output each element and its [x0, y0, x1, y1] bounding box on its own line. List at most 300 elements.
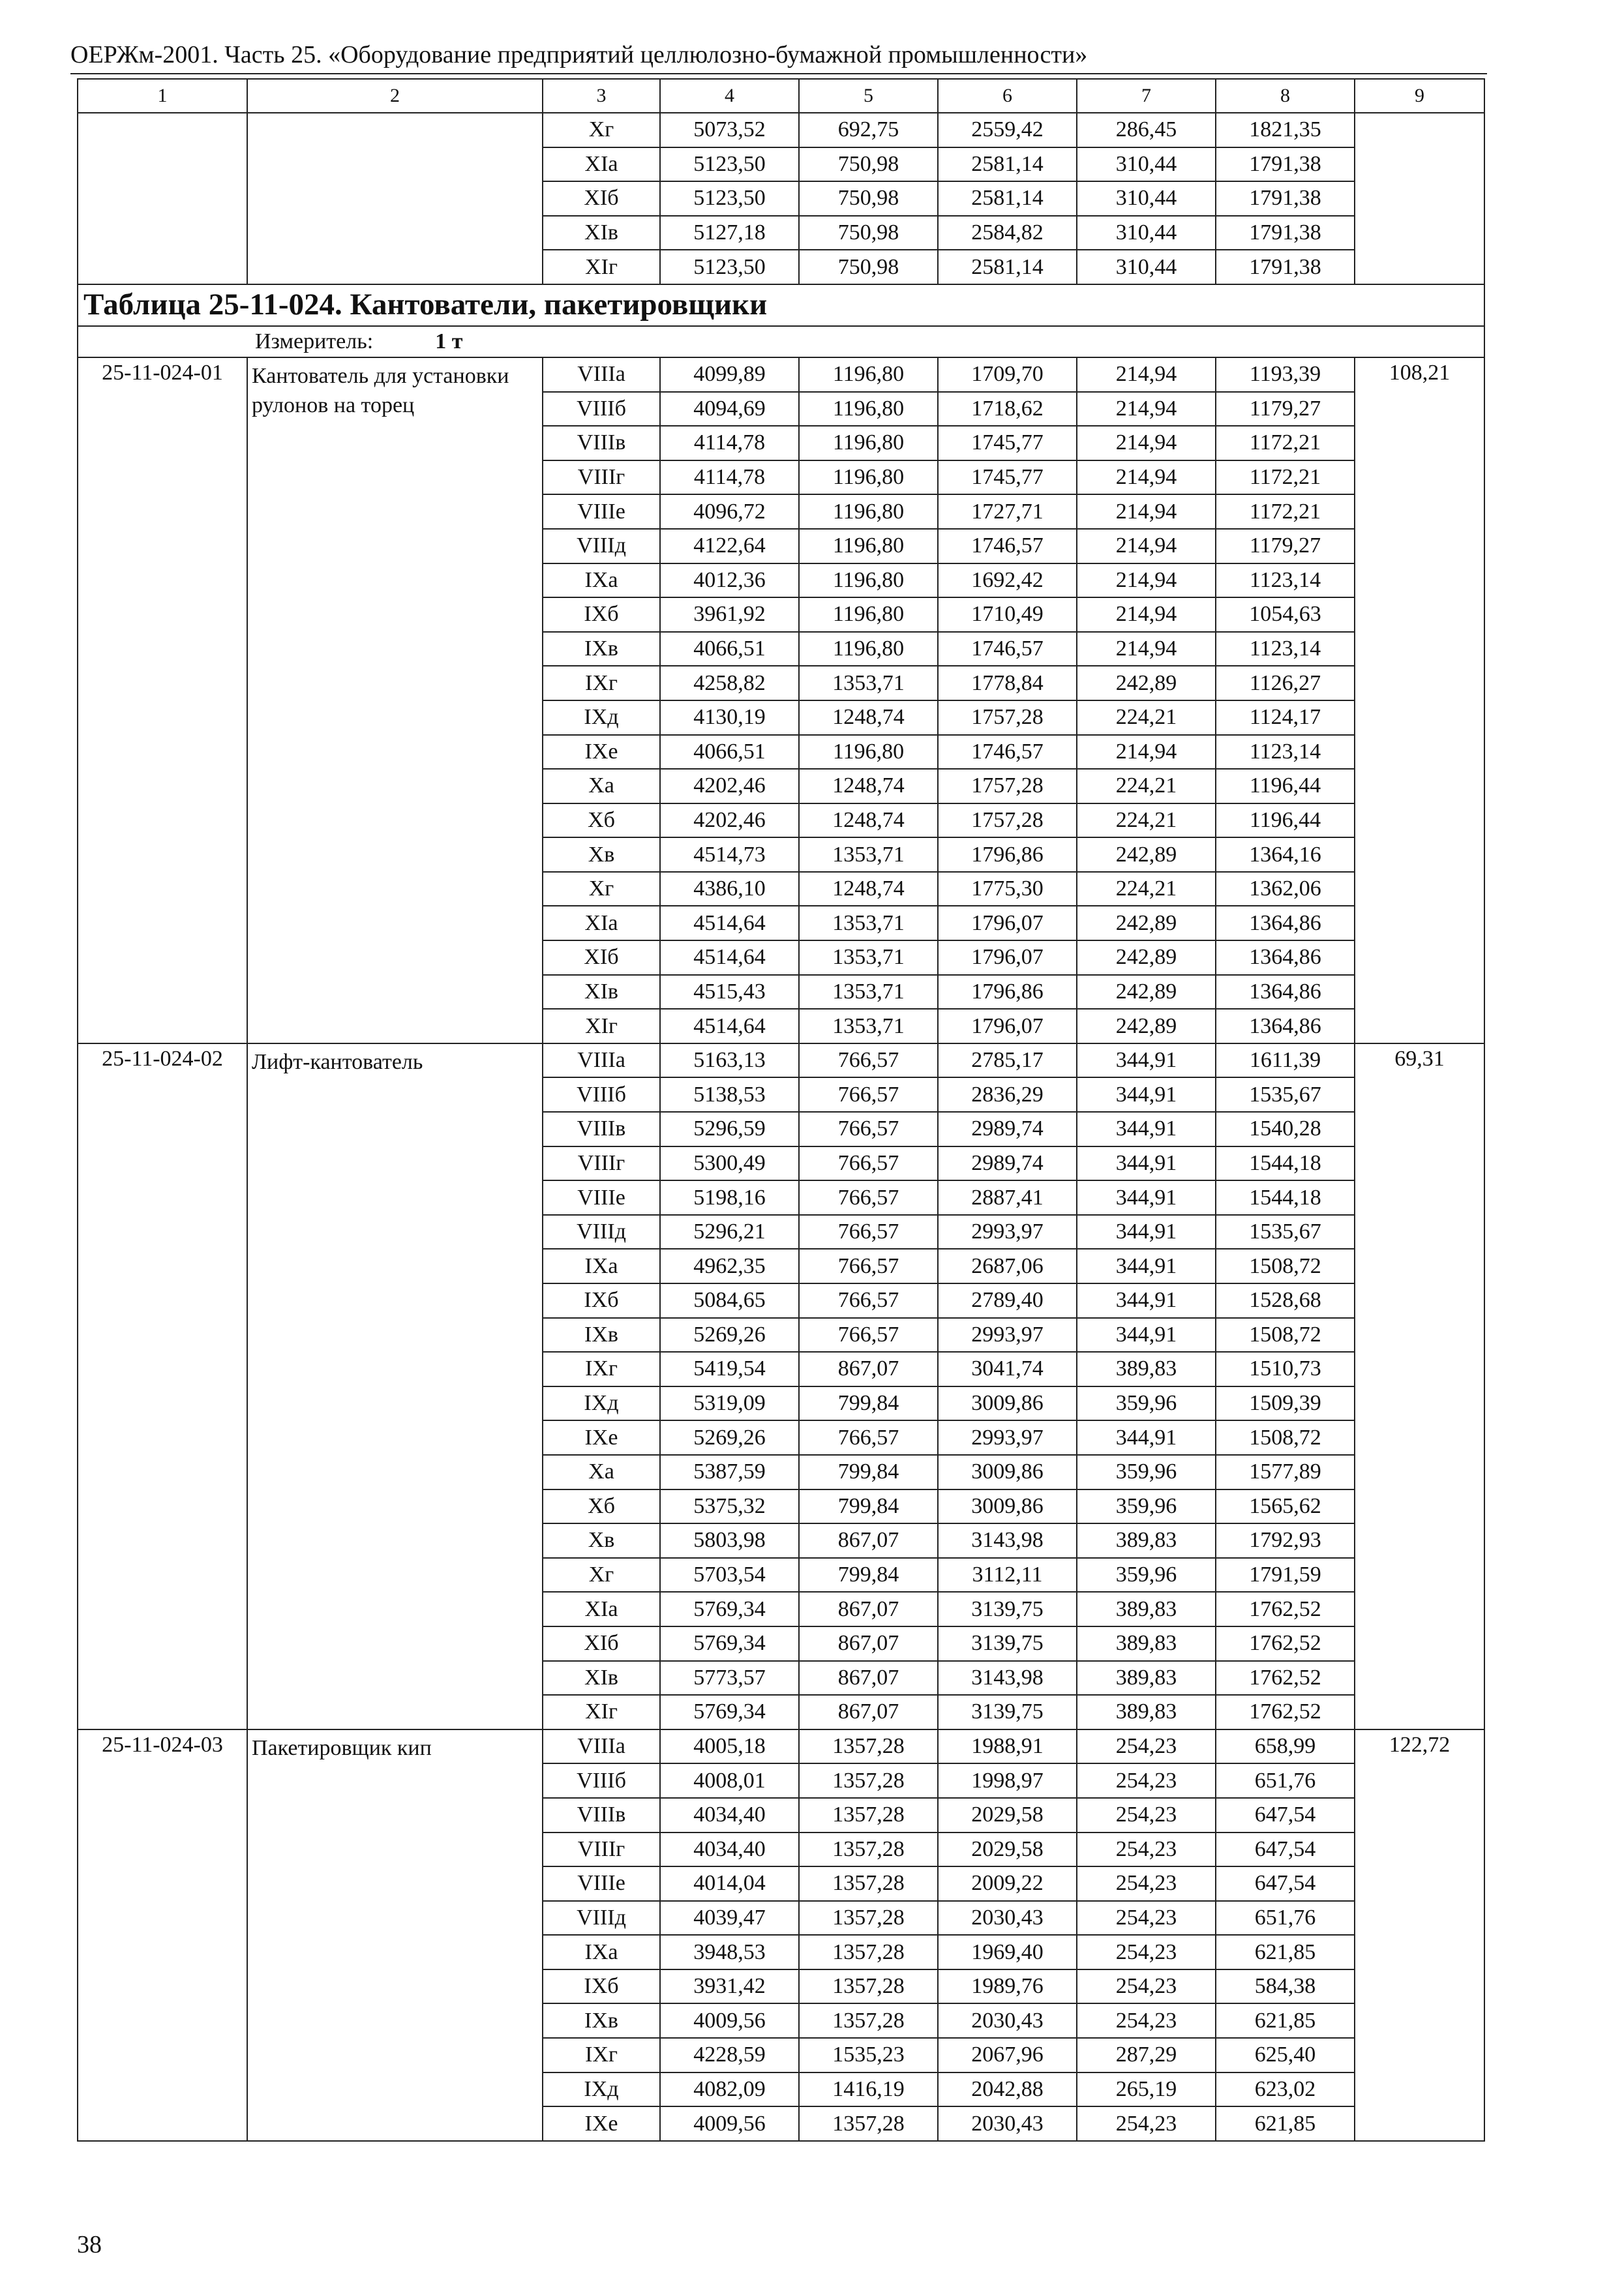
- table-cell: 4515,43: [660, 975, 799, 1010]
- table-cell: IXв: [543, 632, 660, 666]
- table-cell: 3143,98: [938, 1523, 1077, 1558]
- table-cell: 3112,11: [938, 1558, 1077, 1593]
- table-cell: 1248,74: [799, 700, 938, 735]
- table-cell: 254,23: [1077, 1763, 1216, 1798]
- table-cell: 4962,35: [660, 1249, 799, 1283]
- table-cell: 4012,36: [660, 563, 799, 598]
- table-cell: 1123,14: [1216, 632, 1355, 666]
- table-cell: 1196,80: [799, 735, 938, 770]
- table-cell: 5419,54: [660, 1352, 799, 1386]
- table-cell: Xа: [543, 1455, 660, 1489]
- table-cell: 1353,71: [799, 1009, 938, 1043]
- table-cell: 359,96: [1077, 1489, 1216, 1524]
- table-cell: 1791,38: [1216, 250, 1355, 284]
- table-cell: 4066,51: [660, 735, 799, 770]
- table-cell: 1969,40: [938, 1935, 1077, 1969]
- table-cell: 1172,21: [1216, 426, 1355, 460]
- table-row: [78, 1729, 1484, 1764]
- table-cell: 4008,01: [660, 1763, 799, 1798]
- table-cell: IXа: [543, 1249, 660, 1283]
- table-cell: 2989,74: [938, 1146, 1077, 1181]
- table-cell: 4514,64: [660, 940, 799, 975]
- table-cell: VIIIд: [543, 1215, 660, 1249]
- item-col9: 108,21: [1355, 357, 1484, 1043]
- table-cell: 1611,39: [1216, 1043, 1355, 1078]
- table-title-row: [78, 284, 1484, 326]
- table-cell: 867,07: [799, 1352, 938, 1386]
- table-cell: XIв: [543, 216, 660, 250]
- table-cell: 214,94: [1077, 632, 1216, 666]
- table-cell: 766,57: [799, 1077, 938, 1112]
- table-cell: 1357,28: [799, 2106, 938, 2141]
- table-cell: 389,83: [1077, 1352, 1216, 1386]
- table-cell: 2030,43: [938, 2106, 1077, 2141]
- column-number: 7: [1077, 79, 1216, 113]
- column-number: 9: [1355, 79, 1484, 113]
- table-cell: 1362,06: [1216, 872, 1355, 906]
- unit-label: Измеритель:: [255, 329, 374, 353]
- table-cell: 4014,04: [660, 1866, 799, 1901]
- table-cell: 242,89: [1077, 906, 1216, 940]
- table-cell: 1196,80: [799, 426, 938, 460]
- table-cell: 2581,14: [938, 181, 1077, 216]
- table-cell: 254,23: [1077, 1729, 1216, 1764]
- table-cell: 1357,28: [799, 1866, 938, 1901]
- table-cell: 254,23: [1077, 1798, 1216, 1833]
- table-cell: IXа: [543, 563, 660, 598]
- table-cell: VIIIе: [543, 1180, 660, 1215]
- table-cell: 1364,86: [1216, 906, 1355, 940]
- table-cell: 4066,51: [660, 632, 799, 666]
- table-cell: 1796,07: [938, 940, 1077, 975]
- table-cell: 1775,30: [938, 872, 1077, 906]
- table-cell: 1353,71: [799, 666, 938, 700]
- table-cell: 647,54: [1216, 1798, 1355, 1833]
- column-number: 4: [660, 79, 799, 113]
- table-cell: 1364,86: [1216, 940, 1355, 975]
- table-cell: 799,84: [799, 1455, 938, 1489]
- table-cell: 214,94: [1077, 357, 1216, 392]
- table-cell: 1172,21: [1216, 494, 1355, 529]
- table-cell: 3143,98: [938, 1661, 1077, 1696]
- table-cell: VIIIб: [543, 1077, 660, 1112]
- table-cell: 867,07: [799, 1592, 938, 1626]
- table-cell: 1508,72: [1216, 1249, 1355, 1283]
- table-cell: 254,23: [1077, 2003, 1216, 2038]
- column-number-row: [78, 79, 1484, 113]
- table-cell: VIIIе: [543, 494, 660, 529]
- table-cell: XIб: [543, 181, 660, 216]
- table-cell: 1745,77: [938, 426, 1077, 460]
- table-cell: 5703,54: [660, 1558, 799, 1593]
- table-cell: 692,75: [799, 113, 938, 147]
- table-cell: IXе: [543, 2106, 660, 2141]
- table-cell: 5123,50: [660, 147, 799, 182]
- continuation-name-cell: [247, 113, 543, 284]
- table-cell: 1745,77: [938, 460, 1077, 495]
- column-number: 3: [543, 79, 660, 113]
- table-cell: 224,21: [1077, 872, 1216, 906]
- item-code: 25-11-024-01: [78, 357, 247, 1043]
- table-cell: 750,98: [799, 181, 938, 216]
- table-cell: VIIIб: [543, 392, 660, 426]
- item-name: Лифт-кантователь: [247, 1043, 543, 1729]
- table-cell: VIIIа: [543, 357, 660, 392]
- table-cell: 1196,80: [799, 563, 938, 598]
- table-cell: 4114,78: [660, 426, 799, 460]
- table-cell: 647,54: [1216, 1866, 1355, 1901]
- table-cell: 867,07: [799, 1695, 938, 1729]
- table-cell: IXд: [543, 700, 660, 735]
- table-cell: XIг: [543, 250, 660, 284]
- table-cell: 389,83: [1077, 1661, 1216, 1696]
- item-code: 25-11-024-02: [78, 1043, 247, 1729]
- table-cell: 621,85: [1216, 1935, 1355, 1969]
- table-cell: 1193,39: [1216, 357, 1355, 392]
- table-cell: 1416,19: [799, 2072, 938, 2107]
- table-cell: 1357,28: [799, 2003, 938, 2038]
- table-cell: 1123,14: [1216, 735, 1355, 770]
- table-cell: 2067,96: [938, 2038, 1077, 2072]
- table-cell: 3139,75: [938, 1695, 1077, 1729]
- table-cell: 799,84: [799, 1386, 938, 1421]
- table-row: [78, 357, 1484, 392]
- table-cell: VIIIв: [543, 1798, 660, 1833]
- table-cell: 1778,84: [938, 666, 1077, 700]
- table-cell: IXа: [543, 1935, 660, 1969]
- table-cell: 2009,22: [938, 1866, 1077, 1901]
- table-cell: 1791,38: [1216, 216, 1355, 250]
- table-cell: 214,94: [1077, 392, 1216, 426]
- table-cell: 5269,26: [660, 1318, 799, 1353]
- table-cell: 5296,21: [660, 1215, 799, 1249]
- table-cell: 625,40: [1216, 2038, 1355, 2072]
- table-cell: 1746,57: [938, 632, 1077, 666]
- table-cell: 310,44: [1077, 250, 1216, 284]
- table-cell: 647,54: [1216, 1833, 1355, 1867]
- table-cell: 1196,80: [799, 392, 938, 426]
- table-cell: 1364,86: [1216, 975, 1355, 1010]
- table-cell: 1248,74: [799, 769, 938, 803]
- table-cell: 1353,71: [799, 975, 938, 1010]
- table-cell: 766,57: [799, 1146, 938, 1181]
- table-cell: 5773,57: [660, 1661, 799, 1696]
- continuation-col9-cell: [1355, 113, 1484, 284]
- table-cell: 5296,59: [660, 1112, 799, 1146]
- table-cell: 214,94: [1077, 735, 1216, 770]
- table-cell: 1353,71: [799, 940, 938, 975]
- table-cell: 1196,44: [1216, 769, 1355, 803]
- table-cell: 4034,40: [660, 1798, 799, 1833]
- table-cell: 5084,65: [660, 1283, 799, 1318]
- table-cell: XIа: [543, 147, 660, 182]
- table-cell: 2785,17: [938, 1043, 1077, 1078]
- table-cell: 5769,34: [660, 1695, 799, 1729]
- table-cell: 224,21: [1077, 803, 1216, 838]
- table-cell: 1710,49: [938, 597, 1077, 632]
- table-cell: 623,02: [1216, 2072, 1355, 2107]
- table-cell: 750,98: [799, 147, 938, 182]
- table-cell: 2584,82: [938, 216, 1077, 250]
- table-cell: VIIIе: [543, 1866, 660, 1901]
- table-row: [78, 113, 1484, 147]
- table-cell: 3041,74: [938, 1352, 1077, 1386]
- table-cell: 1126,27: [1216, 666, 1355, 700]
- table-cell: 4514,73: [660, 837, 799, 872]
- table-cell: 766,57: [799, 1043, 938, 1078]
- table-cell: 1757,28: [938, 700, 1077, 735]
- table-cell: 4034,40: [660, 1833, 799, 1867]
- table-cell: 344,91: [1077, 1215, 1216, 1249]
- table-cell: IXв: [543, 1318, 660, 1353]
- table-cell: IXд: [543, 2072, 660, 2107]
- table-cell: 2993,97: [938, 1215, 1077, 1249]
- table-cell: 214,94: [1077, 529, 1216, 563]
- table-cell: 1692,42: [938, 563, 1077, 598]
- table-cell: 1054,63: [1216, 597, 1355, 632]
- table-cell: Xг: [543, 113, 660, 147]
- table-cell: IXе: [543, 1420, 660, 1455]
- table-cell: 766,57: [799, 1112, 938, 1146]
- table-cell: 2687,06: [938, 1249, 1077, 1283]
- item-col9: 69,31: [1355, 1043, 1484, 1729]
- table-cell: 1796,86: [938, 975, 1077, 1010]
- page-number: 38: [77, 2231, 102, 2258]
- table-cell: 254,23: [1077, 2106, 1216, 2141]
- table-cell: 254,23: [1077, 1901, 1216, 1936]
- table-cell: 4096,72: [660, 494, 799, 529]
- table-cell: 4202,46: [660, 769, 799, 803]
- table-cell: 766,57: [799, 1420, 938, 1455]
- table-cell: 2581,14: [938, 250, 1077, 284]
- table-cell: 1796,07: [938, 906, 1077, 940]
- table-cell: IXб: [543, 1283, 660, 1318]
- table-cell: IXг: [543, 666, 660, 700]
- table-cell: 3948,53: [660, 1935, 799, 1969]
- table-cell: 359,96: [1077, 1386, 1216, 1421]
- table-cell: 1535,67: [1216, 1077, 1355, 1112]
- table-cell: 3139,75: [938, 1626, 1077, 1661]
- table-cell: 1540,28: [1216, 1112, 1355, 1146]
- table-cell: 224,21: [1077, 700, 1216, 735]
- table-cell: Xв: [543, 837, 660, 872]
- table-cell: 2030,43: [938, 1901, 1077, 1936]
- table-cell: 1510,73: [1216, 1352, 1355, 1386]
- item-code: 25-11-024-03: [78, 1729, 247, 2141]
- table-cell: 1791,38: [1216, 181, 1355, 216]
- table-cell: 5269,26: [660, 1420, 799, 1455]
- price-table: [77, 78, 1485, 2142]
- table-cell: 4039,47: [660, 1901, 799, 1936]
- table-cell: 766,57: [799, 1283, 938, 1318]
- item-name: Пакетировщик кип: [247, 1729, 543, 2141]
- table-cell: 1988,91: [938, 1729, 1077, 1764]
- table-cell: 2029,58: [938, 1798, 1077, 1833]
- table-cell: 4099,89: [660, 357, 799, 392]
- table-cell: VIIIв: [543, 1112, 660, 1146]
- table-cell: 344,91: [1077, 1420, 1216, 1455]
- table-cell: 310,44: [1077, 216, 1216, 250]
- table-cell: 5163,13: [660, 1043, 799, 1078]
- table-cell: IXг: [543, 2038, 660, 2072]
- table-cell: 867,07: [799, 1626, 938, 1661]
- table-cell: 1746,57: [938, 735, 1077, 770]
- table-cell: 1746,57: [938, 529, 1077, 563]
- table-cell: IXг: [543, 1352, 660, 1386]
- table-cell: 1508,72: [1216, 1420, 1355, 1455]
- table-cell: 1353,71: [799, 906, 938, 940]
- table-cell: 344,91: [1077, 1043, 1216, 1078]
- table-cell: 5319,09: [660, 1386, 799, 1421]
- table-cell: 344,91: [1077, 1283, 1216, 1318]
- table-cell: XIг: [543, 1695, 660, 1729]
- table-cell: 1762,52: [1216, 1626, 1355, 1661]
- table-cell: 1727,71: [938, 494, 1077, 529]
- table-cell: 799,84: [799, 1558, 938, 1593]
- table-cell: IXе: [543, 735, 660, 770]
- table-cell: 359,96: [1077, 1558, 1216, 1593]
- table-cell: VIIIв: [543, 426, 660, 460]
- page-header: ОЕРЖм-2001. Часть 25. «Оборудование предприятий целлюлозно-бумажной промышленности»: [70, 41, 1088, 68]
- table-cell: 3009,86: [938, 1455, 1077, 1489]
- table-cell: 750,98: [799, 250, 938, 284]
- table-cell: 254,23: [1077, 1935, 1216, 1969]
- item-name: Кантователь для установки рулонов на торец: [247, 357, 543, 1043]
- table-cell: 1196,44: [1216, 803, 1355, 838]
- table-cell: 254,23: [1077, 1969, 1216, 2004]
- table-cell: 1196,80: [799, 460, 938, 495]
- table-cell: 1357,28: [799, 1969, 938, 2004]
- table-cell: 242,89: [1077, 666, 1216, 700]
- table-cell: 4122,64: [660, 529, 799, 563]
- item-col9: 122,72: [1355, 1729, 1484, 2141]
- table-cell: 1196,80: [799, 597, 938, 632]
- table-cell: 242,89: [1077, 1009, 1216, 1043]
- table-cell: 1709,70: [938, 357, 1077, 392]
- table-cell: VIIIг: [543, 1833, 660, 1867]
- table-cell: 2559,42: [938, 113, 1077, 147]
- table-cell: 5123,50: [660, 250, 799, 284]
- table-cell: 651,76: [1216, 1901, 1355, 1936]
- table-cell: 344,91: [1077, 1180, 1216, 1215]
- table-cell: Xб: [543, 1489, 660, 1524]
- table-cell: 242,89: [1077, 837, 1216, 872]
- table-cell: IXб: [543, 597, 660, 632]
- table-cell: 1565,62: [1216, 1489, 1355, 1524]
- table-cell: 5198,16: [660, 1180, 799, 1215]
- table-cell: 1353,71: [799, 837, 938, 872]
- table-cell: 1357,28: [799, 1901, 938, 1936]
- column-number: 1: [78, 79, 247, 113]
- table-cell: 1196,80: [799, 529, 938, 563]
- table-cell: 2836,29: [938, 1077, 1077, 1112]
- table-cell: 867,07: [799, 1661, 938, 1696]
- table-cell: 389,83: [1077, 1695, 1216, 1729]
- table-cell: 389,83: [1077, 1592, 1216, 1626]
- table-cell: 1196,80: [799, 357, 938, 392]
- table-cell: 2993,97: [938, 1420, 1077, 1455]
- table-cell: VIIIд: [543, 1901, 660, 1936]
- table-cell: 1535,67: [1216, 1215, 1355, 1249]
- table-cell: 766,57: [799, 1180, 938, 1215]
- table-cell: VIIIг: [543, 1146, 660, 1181]
- table-cell: 1998,97: [938, 1763, 1077, 1798]
- table-cell: 5387,59: [660, 1455, 799, 1489]
- table-cell: Xг: [543, 872, 660, 906]
- table-cell: 1762,52: [1216, 1661, 1355, 1696]
- table-title: Таблица 25-11-024. Кантователи, пакетировщики: [83, 288, 768, 322]
- table-cell: Xг: [543, 1558, 660, 1593]
- table-cell: 5300,49: [660, 1146, 799, 1181]
- table-cell: 1989,76: [938, 1969, 1077, 2004]
- table-cell: 1544,18: [1216, 1180, 1355, 1215]
- table-cell: IXв: [543, 2003, 660, 2038]
- table-cell: IXд: [543, 1386, 660, 1421]
- table-cell: 4114,78: [660, 460, 799, 495]
- table-row: [78, 1043, 1484, 1078]
- table-cell: VIIIд: [543, 529, 660, 563]
- table-cell: 2030,43: [938, 2003, 1077, 2038]
- table-cell: 1172,21: [1216, 460, 1355, 495]
- table-cell: VIIIа: [543, 1729, 660, 1764]
- table-cell: 4514,64: [660, 1009, 799, 1043]
- table-cell: 214,94: [1077, 597, 1216, 632]
- column-number: 8: [1216, 79, 1355, 113]
- table-cell: 1791,38: [1216, 147, 1355, 182]
- table-cell: 5769,34: [660, 1626, 799, 1661]
- table-cell: 359,96: [1077, 1455, 1216, 1489]
- table-cell: 4386,10: [660, 872, 799, 906]
- table-cell: 4082,09: [660, 2072, 799, 2107]
- table-cell: 242,89: [1077, 975, 1216, 1010]
- table-cell: 344,91: [1077, 1318, 1216, 1353]
- table-cell: 766,57: [799, 1215, 938, 1249]
- table-cell: 4202,46: [660, 803, 799, 838]
- table-cell: Xа: [543, 769, 660, 803]
- table-cell: 2993,97: [938, 1318, 1077, 1353]
- table-cell: 651,76: [1216, 1763, 1355, 1798]
- table-cell: 4228,59: [660, 2038, 799, 2072]
- table-cell: 621,85: [1216, 2003, 1355, 2038]
- column-number: 6: [938, 79, 1077, 113]
- table-cell: 1544,18: [1216, 1146, 1355, 1181]
- table-cell: 344,91: [1077, 1249, 1216, 1283]
- table-cell: XIб: [543, 940, 660, 975]
- table-cell: 1577,89: [1216, 1455, 1355, 1489]
- table-cell: 4258,82: [660, 666, 799, 700]
- table-cell: 1509,39: [1216, 1386, 1355, 1421]
- unit-value: 1 т: [435, 329, 463, 353]
- table-cell: 214,94: [1077, 563, 1216, 598]
- table-cell: VIIIб: [543, 1763, 660, 1798]
- table-cell: XIа: [543, 906, 660, 940]
- table-cell: 1757,28: [938, 769, 1077, 803]
- table-cell: 1364,16: [1216, 837, 1355, 872]
- table-cell: 214,94: [1077, 460, 1216, 495]
- table-cell: XIв: [543, 1661, 660, 1696]
- table-cell: 1508,72: [1216, 1318, 1355, 1353]
- column-number: 2: [247, 79, 543, 113]
- table-cell: 214,94: [1077, 494, 1216, 529]
- table-cell: 310,44: [1077, 147, 1216, 182]
- table-cell: 5803,98: [660, 1523, 799, 1558]
- table-cell: 3931,42: [660, 1969, 799, 2004]
- table-cell: 344,91: [1077, 1112, 1216, 1146]
- table-cell: 2989,74: [938, 1112, 1077, 1146]
- unit-cell: [78, 326, 1484, 357]
- table-cell: 5138,53: [660, 1077, 799, 1112]
- table-cell: XIб: [543, 1626, 660, 1661]
